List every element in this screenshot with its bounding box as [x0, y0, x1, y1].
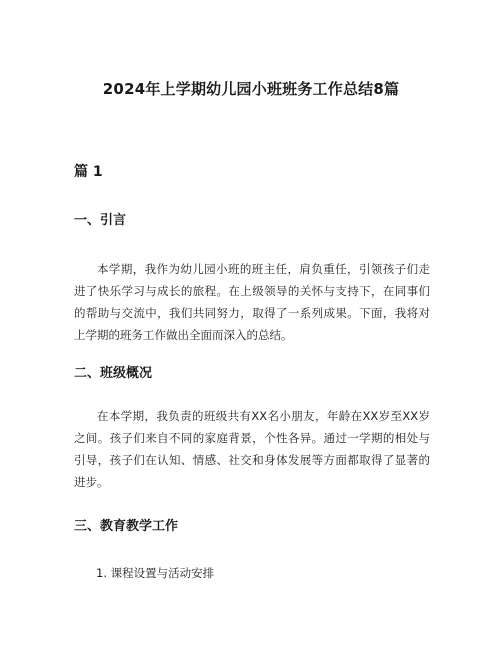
overview-paragraph: 在本学期，我负责的班级共有XX名小朋友，年龄在XX岁至XX岁之间。孩子们来自不同的家庭背景，个性各异。通过一学期的相处与引导，孩子们在认知、情感、社交和身体发展等方面都取得了显著的进步。: [74, 409, 430, 489]
teaching-heading: 三、教育教学工作: [74, 519, 179, 534]
overview-heading: 二、班级概况: [74, 366, 153, 381]
document-title: 2024年上学期幼儿园小班班务工作总结8篇: [102, 80, 400, 98]
section-heading: 篇 1: [74, 164, 103, 180]
intro-heading: 一、引言: [74, 213, 127, 228]
intro-paragraph: 本学期，我作为幼儿园小班的班主任，肩负重任，引领孩子们走进了快乐学习与成长的旅程。在上级领导的关怀与支持下，在同事们的帮助与交流中，我们共同努力，取得了一系列成果。下面，我将对上学期的班务工作做出全面而深入的总结。: [74, 262, 430, 342]
teaching-list-item: 1. 课程设置与活动安排: [96, 566, 215, 580]
